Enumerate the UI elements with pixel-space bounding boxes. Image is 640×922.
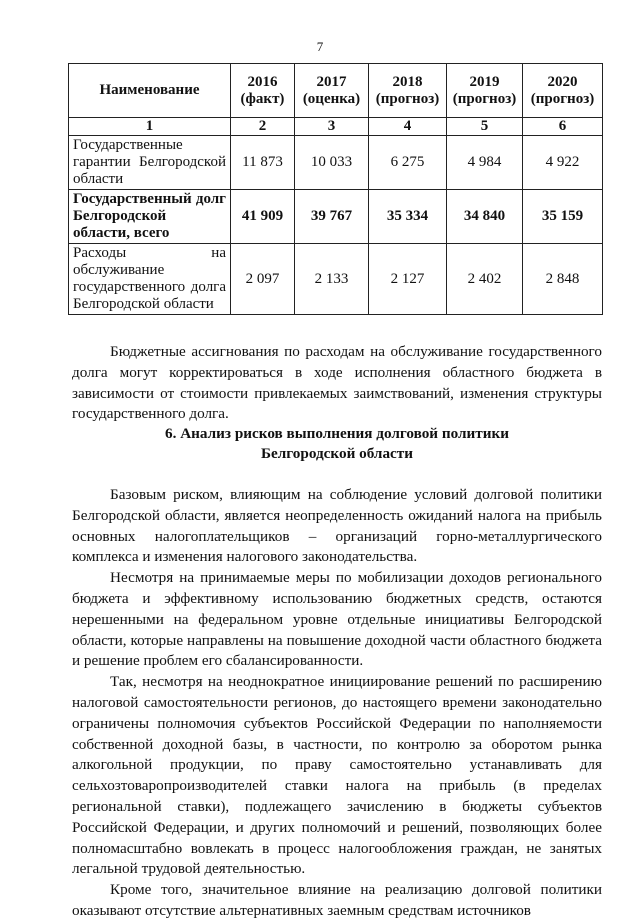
table-row [69,136,603,190]
table-row [69,190,603,244]
row-value: 2 133 [295,244,369,315]
header-name: Наименование [69,64,231,118]
row-value: 2 097 [231,244,295,315]
header-2018: 2018 (прогноз) [369,64,447,118]
column-number: 3 [295,118,369,136]
row-value: 2 848 [523,244,603,315]
column-number: 1 [69,118,231,136]
paragraph: Так, несмотря на неоднократное инициирование решений по расширению налоговой самостоятельности регионов, до настоящего времени законодательно ограничены полномочия субъектов Российской Федерации по наполняемости собственной доходной базы, в частности, по контролю за оборотом рынка алкогольной продукции, по праву самостоятельно устанавливать для сельхозтоваропроизводителей ставки налога на прибыль (в пределах региональной ставки), подлежащего зачислению в бюджеты субъектов Российской Федерации, и других полномочий и решений, позволяющих более полномасштабно вовлекать в процесс налогообложения граждан, не занятых легальной трудовой деятельностью. [72,673,602,878]
section-heading-line2: Белгородской области [260,445,413,462]
row-value: 6 275 [369,136,447,190]
header-2016: 2016 (факт) [231,64,295,118]
row-value: 35 159 [523,190,603,244]
row-value: 34 840 [447,190,523,244]
table-row [69,244,603,315]
row-value: 39 767 [295,190,369,244]
paragraph: Бюджетные ассигнования по расходам на обслуживание государственного долга могут корректироваться в ходе исполнения областного бюджета в зависимости от стоимости привлекаемых заимствований, изменения структуры государственного долга. [72,343,602,423]
row-name: Расходы на обслуживание государственного долга Белгородской области [69,244,231,315]
row-value: 35 334 [369,190,447,244]
header-2020: 2020 (прогноз) [523,64,603,118]
paragraph: Базовым риском, влияющим на соблюдение условий долговой политики Белгородской области, является неопределенность ожиданий налога на прибыль основных налогоплательщиков – организаций горно-металлургического комплекса и изменения налогового законодательства. [72,486,602,566]
column-number: 6 [523,118,603,136]
paragraph-budget-allocations [72,342,602,425]
debt-table [68,63,603,315]
page-number: 7 [316,39,324,54]
row-name: Государственный долг Белгородской области, всего [69,190,231,244]
risk-analysis-text [72,485,602,922]
column-number: 5 [447,118,523,136]
row-value: 11 873 [231,136,295,190]
row-name: Государственные гарантии Белгородской области [69,136,231,190]
row-value: 2 402 [447,244,523,315]
column-number: 2 [231,118,295,136]
paragraph: Кроме того, значительное влияние на реализацию долговой политики оказывают отсутствие альтернативных заемным средствам источников [72,881,602,919]
section-heading [72,424,602,464]
row-value: 4 922 [523,136,603,190]
row-value: 2 127 [369,244,447,315]
row-value: 4 984 [447,136,523,190]
row-value: 41 909 [231,190,295,244]
header-2017: 2017 (оценка) [295,64,369,118]
header-2019: 2019 (прогноз) [447,64,523,118]
paragraph: Несмотря на принимаемые меры по мобилизации доходов регионального бюджета и эффективному использованию бюджетных средств, остаются нерешенными на федеральном уровне отдельные инициативы Белгородской области, которые направлены на повышение доходной части областного бюджета и решение проблем его сбалансированности. [72,569,602,670]
row-value: 10 033 [295,136,369,190]
column-numbers-row [69,118,603,136]
section-heading-line1: 6. Анализ рисков выполнения долговой политики [165,425,509,442]
column-number: 4 [369,118,447,136]
table-header-row [69,64,603,118]
